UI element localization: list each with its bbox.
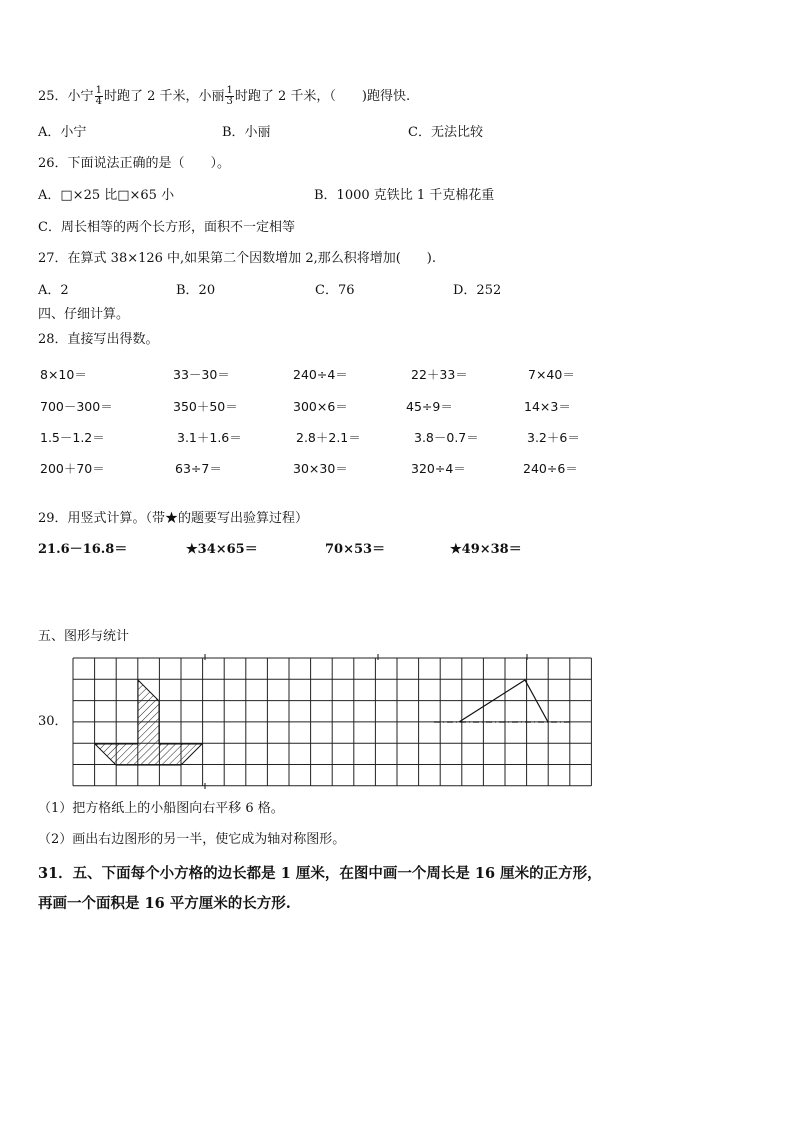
- question-25-text-part3: 时跑了 2 千米，（ )跑得快.: [234, 89, 411, 104]
- question-30-sub1: （1）把方格纸上的小船图向右平移 6 格。: [38, 801, 284, 816]
- calc-item: 350＋50＝: [173, 399, 238, 414]
- calc-item: 1.5－1.2＝: [40, 430, 105, 445]
- calc-item: 30×30＝: [293, 461, 348, 476]
- question-30-sub2: （2）画出右边图形的另一半，使它成为轴对称图形。: [38, 832, 346, 847]
- vertical-calc-item-with-check: ★34×65＝: [186, 542, 258, 557]
- fraction-one-third: $\frac{1}{3}$: [226, 85, 233, 107]
- calc-item: 3.8－0.7＝: [414, 430, 479, 445]
- calc-item: 14×3＝: [524, 399, 571, 414]
- vertical-calc-item-with-check: ★49×38＝: [450, 542, 522, 557]
- question-30-number: 30．: [38, 714, 68, 729]
- calc-item: 200＋70＝: [40, 461, 105, 476]
- calc-item: 33－30＝: [173, 367, 230, 382]
- q26-option-b[interactable]: B．1000 克铁比 1 千克棉花重: [314, 188, 495, 203]
- q25-option-c[interactable]: C．无法比较: [408, 125, 483, 140]
- section-4-heading: 四、仔细计算。: [38, 307, 130, 322]
- calc-item: 2.8＋2.1＝: [296, 430, 361, 445]
- q27-option-c[interactable]: C．76: [315, 283, 355, 298]
- question-31-line1: 31．五、下面每个小方格的边长都是 1 厘米，在图中画一个周长是 16 厘米的正方形，: [38, 865, 602, 882]
- calc-item: 22＋33＝: [411, 367, 468, 382]
- calc-item: 63÷7＝: [175, 461, 222, 476]
- question-28: 28．直接写出得数。: [38, 332, 159, 347]
- calc-item: 240÷4＝: [293, 367, 348, 382]
- question-26: 26．下面说法正确的是（ ）。: [38, 156, 231, 171]
- q25-option-a[interactable]: A．小宁: [38, 125, 87, 140]
- calc-item: 320÷4＝: [411, 461, 466, 476]
- q26-option-c[interactable]: C．周长相等的两个长方形，面积不一定相等: [38, 220, 295, 235]
- section-5-heading: 五、图形与统计: [38, 629, 130, 644]
- calc-item: 3.2＋6＝: [527, 430, 580, 445]
- calc-item: 300×6＝: [293, 399, 348, 414]
- q25-option-b[interactable]: B．小丽: [222, 125, 271, 140]
- calc-item: 8×10＝: [40, 367, 87, 382]
- calc-item: 240÷6＝: [523, 461, 578, 476]
- fraction-one-quarter: $\frac{1}{4}$: [95, 85, 102, 107]
- question-29: 29．用竖式计算。（带★的题要写出验算过程）: [38, 511, 309, 526]
- question-27: 27．在算式 38×126 中,如果第二个因数增加 2,那么积将增加( ).: [38, 251, 436, 266]
- question-25-text-part1: 小宁: [67, 89, 94, 104]
- vertical-calc-item: 21.6－16.8＝: [38, 542, 128, 557]
- boat-shape: [95, 680, 202, 765]
- q27-option-b[interactable]: B．20: [176, 283, 216, 298]
- q27-option-a[interactable]: A．2: [38, 283, 69, 298]
- question-25-text-part2: 时跑了 2 千米，小丽: [103, 89, 225, 104]
- question-31-line2: 再画一个面积是 16 平方厘米的长方形.: [38, 895, 291, 912]
- q27-option-d[interactable]: D．252: [453, 283, 502, 298]
- question-25-number: 25．: [38, 89, 68, 104]
- calc-item: 3.1＋1.6＝: [177, 430, 242, 445]
- calc-item: 45÷9＝: [406, 399, 453, 414]
- vertical-calc-item: 70×53＝: [325, 542, 386, 557]
- q26-option-a[interactable]: A．□×25 比□×65 小: [38, 188, 175, 203]
- calc-item: 700－300＝: [40, 399, 113, 414]
- calc-item: 7×40＝: [528, 367, 575, 382]
